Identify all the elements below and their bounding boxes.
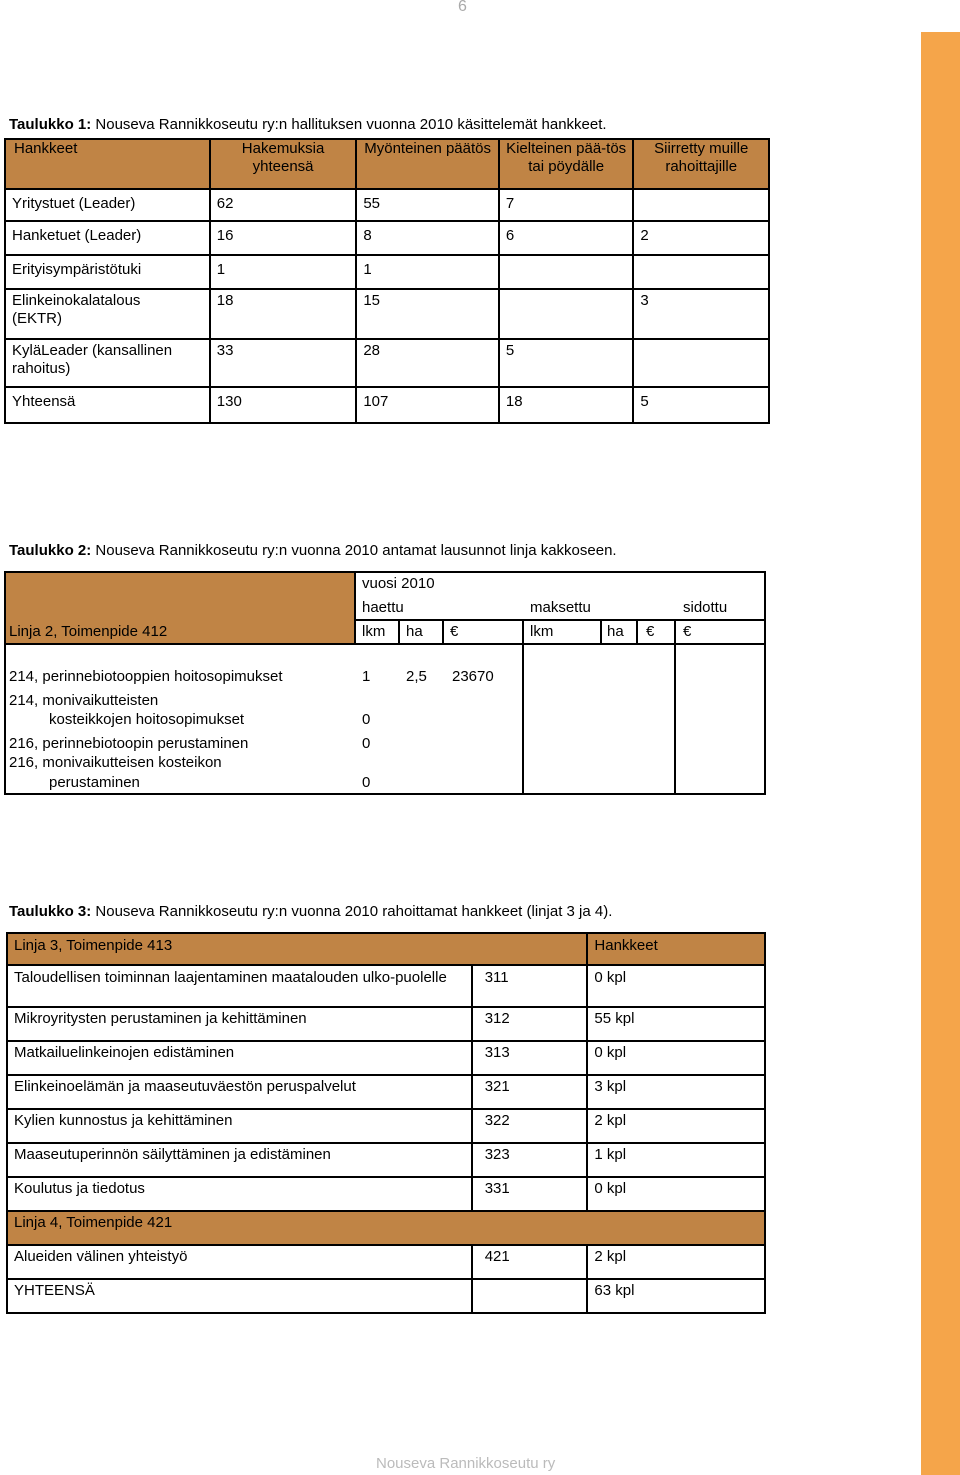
table3-cell: Matkailuelinkeinojen edistäminen (7, 1041, 472, 1075)
table1-cell: 18 (499, 387, 634, 423)
table1-header-hankkeet: Hankkeet (5, 139, 210, 189)
table2-sub-ha: ha (406, 623, 423, 640)
table3-cell: 0 kpl (587, 965, 765, 1007)
table2-row4-label-2: perustaminen (49, 774, 140, 791)
table3-cell: Elinkeinoelämän ja maaseutuväestön peruspalvelut (7, 1075, 472, 1109)
table3-cell: 2 kpl (587, 1245, 765, 1279)
table3-cell: Kylien kunnostus ja kehittäminen (7, 1109, 472, 1143)
table2-caption-label: Taulukko 2: (9, 542, 92, 559)
table1-cell: 6 (499, 221, 634, 255)
side-accent-bar (921, 32, 960, 1475)
table3-caption-label: Taulukko 3: (9, 903, 92, 920)
table1-cell: Yhteensä (5, 387, 210, 423)
table3-cell: 421 (472, 1245, 588, 1279)
table3-cell: 55 kpl (587, 1007, 765, 1041)
table1-cell: 16 (210, 221, 357, 255)
table1-header-row (5, 139, 769, 189)
table3-total-code (472, 1279, 588, 1313)
table3-cell: 313 (472, 1041, 588, 1075)
table2-sub-eur-2: € (646, 623, 655, 640)
table1-cell: 33 (210, 339, 357, 387)
table2-row1-lkm: 1 (362, 668, 371, 685)
table3 (6, 932, 766, 1314)
table1-cell: 2 (633, 221, 769, 255)
table1-cell: 15 (356, 289, 499, 339)
table3-cell: 0 kpl (587, 1041, 765, 1075)
table3-cell: Alueiden välinen yhteistyö (7, 1245, 472, 1279)
table2-line (442, 619, 444, 643)
table-row (7, 1075, 765, 1109)
table3-cell: 331 (472, 1177, 588, 1211)
table3-cell: 0 kpl (587, 1177, 765, 1211)
table1-cell: Hanketuet (Leader) (5, 221, 210, 255)
table3-cell: 3 kpl (587, 1075, 765, 1109)
table2-line (6, 643, 764, 645)
table2-line (600, 619, 602, 643)
table1-cell: 1 (210, 255, 357, 289)
table-row (5, 289, 769, 339)
footer: Nouseva Rannikkoseutu ry (376, 1455, 556, 1472)
table1-cell: 130 (210, 387, 357, 423)
table2-sub-ha-2: ha (607, 623, 624, 640)
table1-cell (633, 339, 769, 387)
table2-group-maksettu: maksettu (530, 599, 591, 616)
table-row (5, 221, 769, 255)
table1-cell: 107 (356, 387, 499, 423)
table1-header-myonteinen: Myönteinen päätös (356, 139, 499, 189)
table2-row3-lkm: 0 (362, 735, 371, 752)
table-row (7, 1143, 765, 1177)
table3-caption-text: Nouseva Rannikkoseutu ry:n vuonna 2010 rahoittamat hankkeet (linjat 3 ja 4). (91, 903, 613, 920)
table2-group-haettu: haettu (362, 599, 404, 616)
table1-header-hakemuksia: Hakemuksia yhteensä (210, 139, 357, 189)
table1-cell: 5 (633, 387, 769, 423)
table-row (5, 189, 769, 221)
table1-caption (9, 116, 607, 133)
table-row (7, 1177, 765, 1211)
table1-cell: 18 (210, 289, 357, 339)
table1 (4, 138, 770, 424)
table3-cell: 1 kpl (587, 1143, 765, 1177)
table3-caption (9, 903, 612, 920)
table1-header-kielteinen: Kielteinen pää-tös tai pöydälle (499, 139, 634, 189)
table1-cell: 5 (499, 339, 634, 387)
table1-cell (499, 255, 634, 289)
table3-header-line4: Linja 4, Toimenpide 421 (7, 1211, 765, 1245)
page-number: 6 (458, 0, 467, 15)
table-row (7, 965, 765, 1007)
table1-cell (633, 255, 769, 289)
table-row (5, 255, 769, 289)
table2-line (636, 619, 638, 643)
table2-line (398, 619, 400, 643)
table3-cell: 311 (472, 965, 588, 1007)
table-row (5, 387, 769, 423)
table1-cell: KyläLeader (kansallinen rahoitus) (5, 339, 210, 387)
table2-group-sidottu: sidottu (683, 599, 728, 616)
table-row (7, 1041, 765, 1075)
table3-total-value: 63 kpl (587, 1279, 765, 1313)
table3-cell: Mikroyritysten perustaminen ja kehittäminen (7, 1007, 472, 1041)
table3-cell: 322 (472, 1109, 588, 1143)
table2-line (354, 573, 356, 643)
table1-caption-label: Taulukko 1: (9, 116, 92, 133)
table2-row1-ha: 2,5 (406, 668, 427, 685)
table1-header-siirretty: Siirretty muille rahoittajille (633, 139, 769, 189)
table-row (5, 339, 769, 387)
table-row (7, 1245, 765, 1279)
table1-cell: 1 (356, 255, 499, 289)
table2-row2-lkm: 0 (362, 711, 371, 728)
table-row (7, 1109, 765, 1143)
table3-cell: 312 (472, 1007, 588, 1041)
table3-cell: Koulutus ja tiedotus (7, 1177, 472, 1211)
table2-caption (9, 542, 617, 559)
table2-row4-lkm: 0 (362, 774, 371, 791)
table1-cell (633, 189, 769, 221)
table3-header-row-line4 (7, 1211, 765, 1245)
table2-sub-eur-3: € (683, 623, 692, 640)
table1-cell (499, 289, 634, 339)
table2-row1-label: 214, perinnebiotooppien hoitosopimukset (9, 668, 283, 685)
table2-row2-label: 214, monivaikutteisten (9, 692, 159, 709)
table1-cell: 28 (356, 339, 499, 387)
table2-row-header: Linja 2, Toimenpide 412 (9, 623, 168, 640)
table3-cell: 323 (472, 1143, 588, 1177)
table2-sub-lkm: lkm (362, 623, 386, 640)
table-row (7, 1007, 765, 1041)
table3-cell: Taloudellisen toiminnan laajentaminen maatalouden ulko-puolelle (7, 965, 472, 1007)
table2-row2-label-2: kosteikkojen hoitosopimukset (49, 711, 245, 728)
table2-line (674, 619, 676, 795)
table3-header-row (7, 933, 765, 965)
table2-row4-label: 216, monivaikutteisen kosteikon (9, 754, 222, 771)
table1-cell: 8 (356, 221, 499, 255)
table1-cell: Yritystuet (Leader) (5, 189, 210, 221)
table3-header-line3: Linja 3, Toimenpide 413 (7, 933, 587, 965)
table1-cell: 55 (356, 189, 499, 221)
table1-cell: 62 (210, 189, 357, 221)
table3-cell: 321 (472, 1075, 588, 1109)
table3-total-row (7, 1279, 765, 1313)
table3-total-label: YHTEENSÄ (7, 1279, 472, 1313)
table3-cell: 2 kpl (587, 1109, 765, 1143)
table1-caption-text: Nouseva Rannikkoseutu ry:n hallituksen vuonna 2010 käsittelemät hankkeet. (91, 116, 607, 133)
table2-row3-label: 216, perinnebiotoopin perustaminen (9, 735, 249, 752)
table2-line (354, 619, 764, 621)
table2-row1-eur: 23670 (452, 668, 494, 685)
table1-cell: Erityisympäristötuki (5, 255, 210, 289)
table2-sub-eur: € (450, 623, 459, 640)
table1-cell: 3 (633, 289, 769, 339)
table2-caption-text: Nouseva Rannikkoseutu ry:n vuonna 2010 antamat lausunnot linja kakkoseen. (91, 542, 617, 559)
table3-header-hankkeet: Hankkeet (587, 933, 765, 965)
table3-cell: Maaseutuperinnön säilyttäminen ja edistäminen (7, 1143, 472, 1177)
table2-line (522, 619, 524, 795)
table2-year: vuosi 2010 (362, 575, 435, 592)
table2-sub-lkm-2: lkm (530, 623, 554, 640)
table1-cell: Elinkeinokalatalous (EKTR) (5, 289, 210, 339)
table1-cell: 7 (499, 189, 634, 221)
